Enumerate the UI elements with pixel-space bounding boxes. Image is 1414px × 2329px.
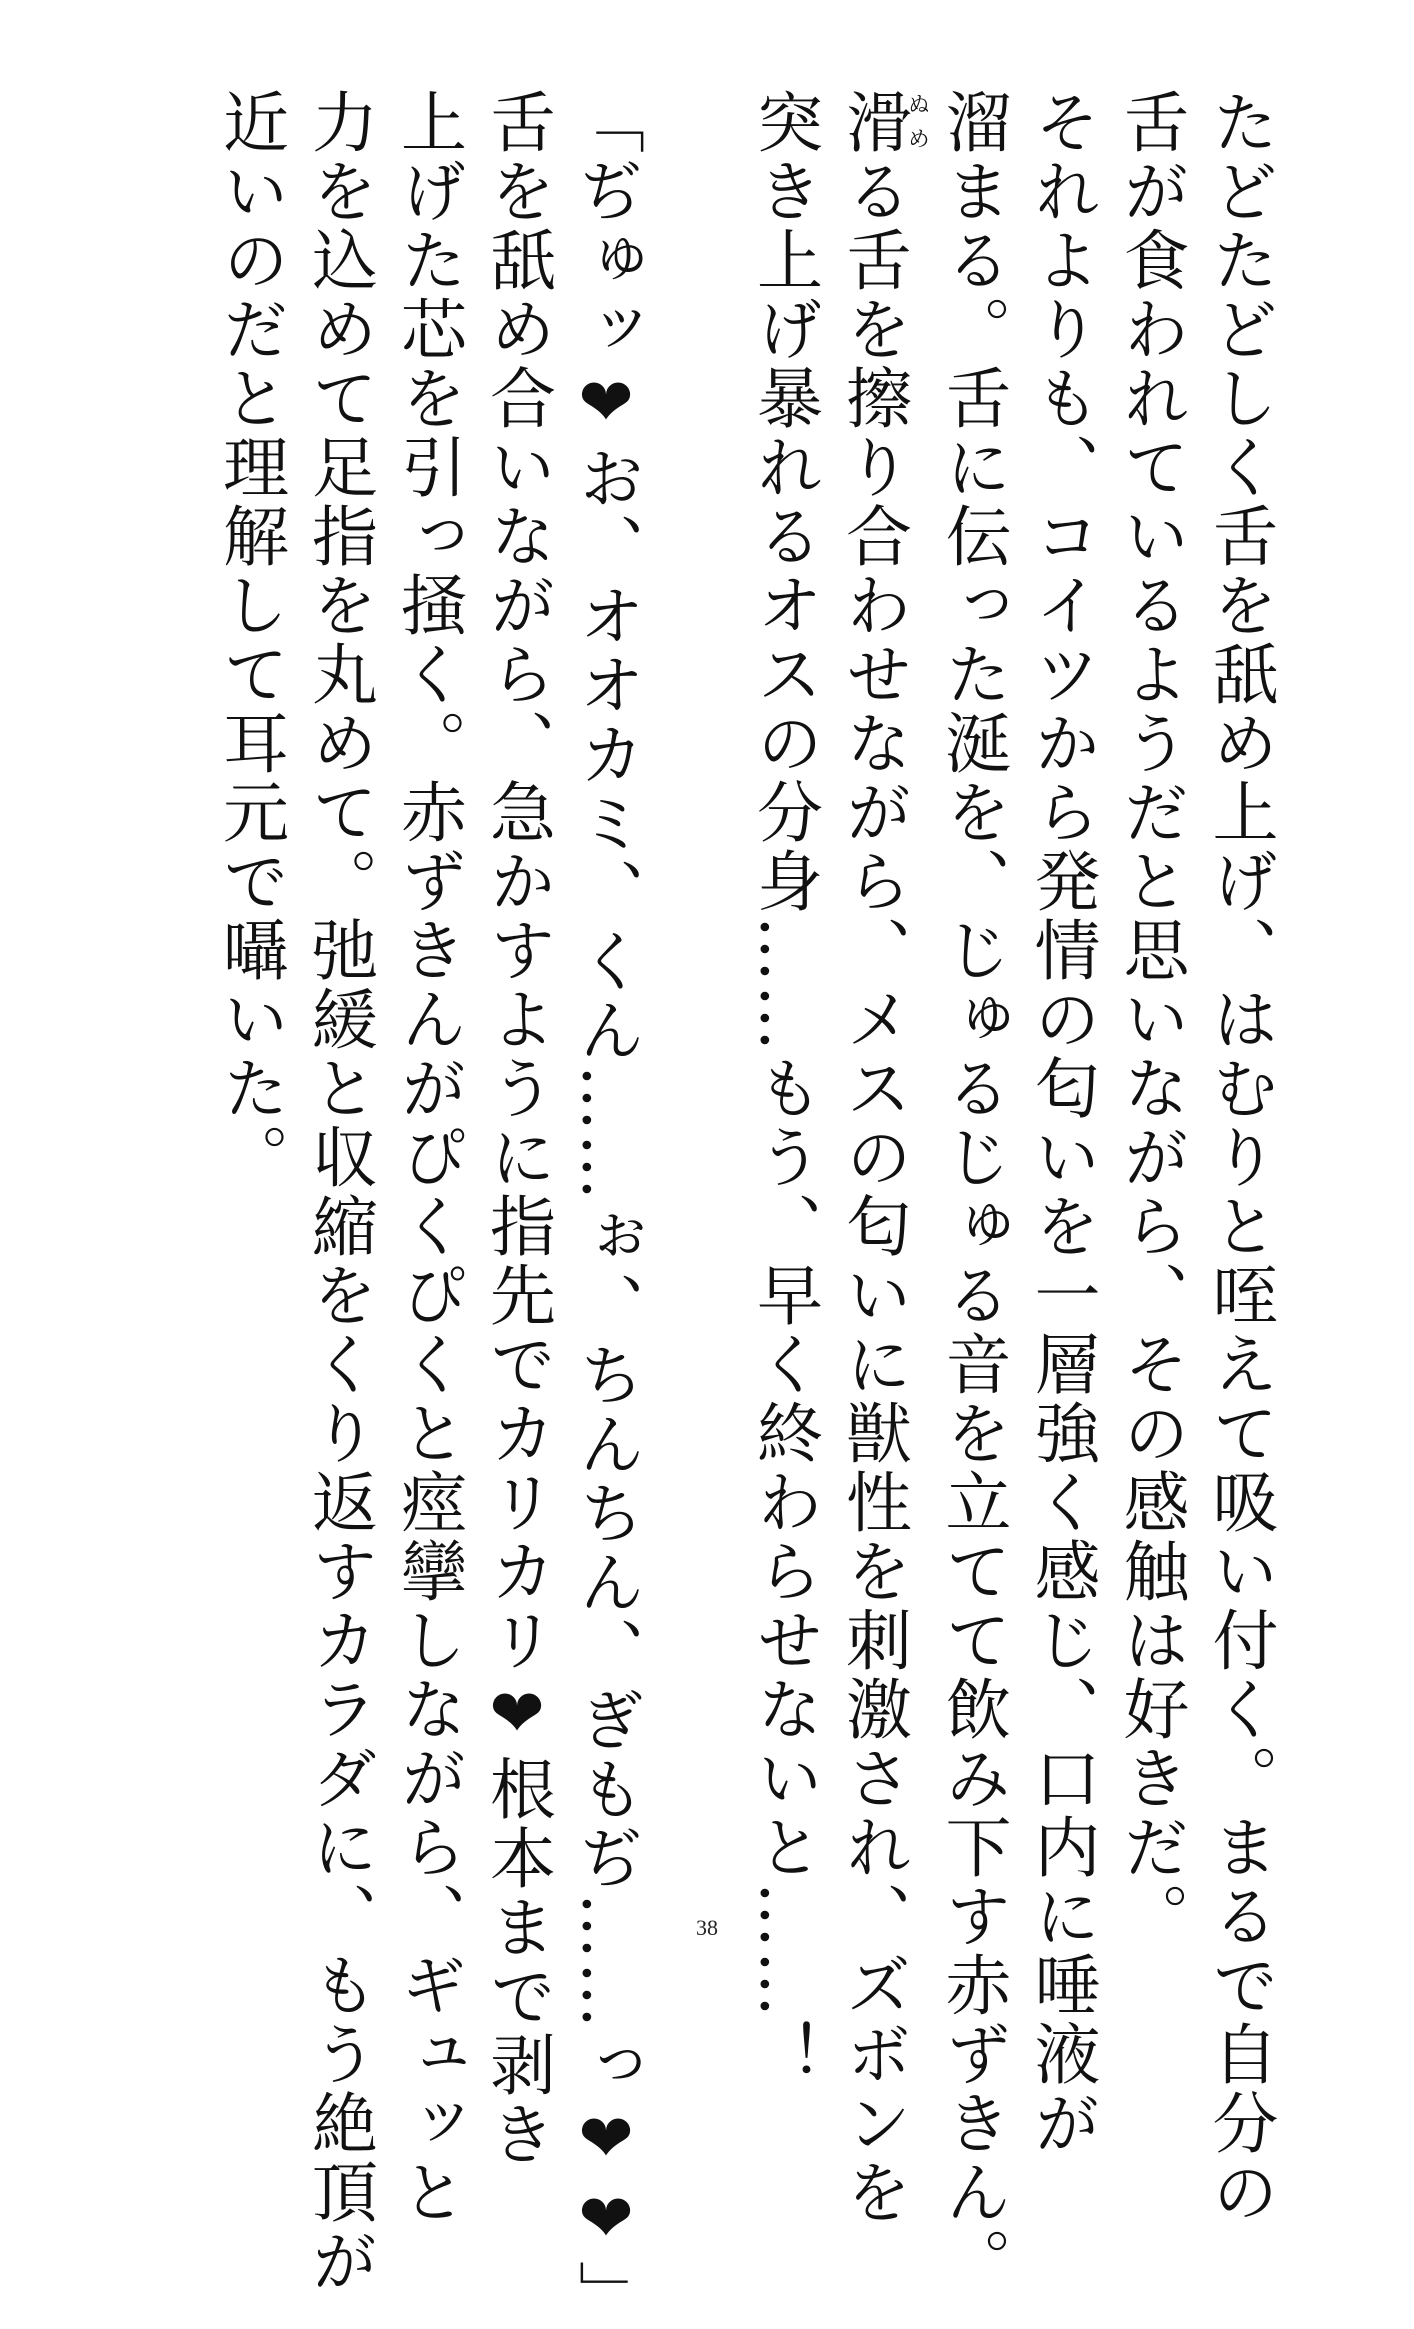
text-line: たどたどしく舌を舐め上げ、はむりと咥えて吸い付く。まるで自分の — [1201, 88, 1278, 2227]
text-line: 上げた芯を引っ掻く。赤ずきんがぴくぴくと痙攣しながら、ギュッと — [389, 88, 467, 2227]
dialogue-line: 「ぢゅッ❤お、オオカミ、くん……ぉ、ちんちん、ぎもぢ……っ❤❤」 — [567, 88, 645, 2329]
text-line: 溜まる。舌に伝った涎を、じゅるじゅる音を立てて飲み下す赤ずきん。 — [934, 88, 1011, 2296]
text-line: 舌が食われているようだと思いながら、その感触は好きだ。 — [1112, 88, 1189, 1951]
text-line: 突き上げ暴れるオスの分身……もう、早く終わらせないと……！ — [745, 88, 823, 2089]
ruby-annotation: 滑ぬめ — [834, 88, 930, 157]
text-line: 舌を舐め合いながら、急かすように指先でカリカリ❤根本まで剥き — [478, 88, 556, 2169]
text-line: 力を込めて足指を丸めて。弛緩と収縮をくり返すカラダに、もう絶頂が — [300, 88, 378, 2296]
text-line: 近いのだと理解して耳元で囁いた。 — [211, 88, 289, 1192]
ruby-reading: ぬめ — [904, 88, 930, 157]
text-line: それよりも、コイツから発情の匂いを一層強く感じ、口内に唾液が — [1023, 88, 1100, 2158]
page-number: 38 — [696, 1915, 718, 1940]
blank-line — [651, 88, 740, 1808]
text-line: 滑ぬめる舌を擦り合わせながら、メスの匂いに獣性を刺激され、ズボンを — [834, 88, 930, 2227]
